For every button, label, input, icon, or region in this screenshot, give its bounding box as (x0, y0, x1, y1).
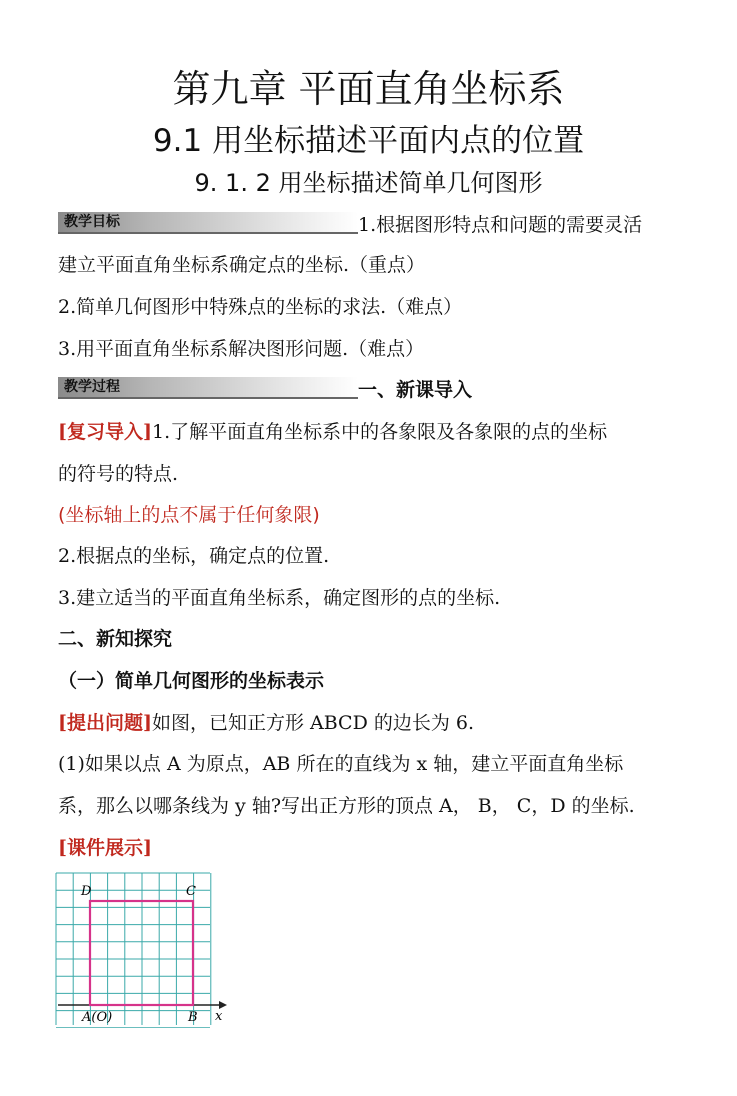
part2-heading: 二、新知探究 (58, 628, 173, 650)
show-tag: [课件展示] (58, 837, 152, 859)
question-line (58, 710, 474, 736)
review-item-3: 3.建立适当的平面直角坐标系，确定图形的点的坐标. (58, 587, 501, 609)
question-1a: (1)如果以点 A 为原点，AB 所在的直线为 x 轴，建立平面直角坐标 (58, 753, 624, 775)
intro-heading: 一、新课导入 (358, 379, 473, 401)
question-1b: 系，那么以哪条线为 y 轴?写出正方形的顶点 A， B， C，D 的坐标. (58, 795, 635, 817)
goals-badge (58, 212, 358, 234)
chapter-title: 第九章 平面直角坐标系 (172, 67, 565, 111)
subsection-title: 9. 1. 2 用坐标描述简单几何图形 (194, 169, 543, 197)
process-badge (58, 377, 358, 399)
label-c: C (186, 884, 196, 899)
review-tag: [复习导入] (58, 421, 152, 443)
review-line-2: 的符号的特点. (58, 463, 179, 485)
sub1-heading: （一）简单几何图形的坐标表示 (58, 670, 325, 692)
goal-line-1a: 1.根据图形特点和问题的需要灵活 (358, 214, 643, 236)
process-badge-label: 教学过程 (64, 379, 120, 395)
goals-badge-label: 教学目标 (64, 214, 120, 230)
square-grid-figure (55, 870, 230, 1028)
section-title: 9.1 用坐标描述平面内点的位置 (152, 123, 585, 159)
review-line-1 (58, 419, 607, 445)
question-text: 如图，已知正方形 ABCD 的边长为 6. (151, 712, 475, 734)
review-text-a: 1.了解平面直角坐标系中的各象限及各象限的点的坐标 (151, 421, 608, 443)
goal-line-3: 3.用平面直角坐标系解决图形问题.（难点） (58, 338, 425, 360)
label-b: B (188, 1010, 198, 1025)
x-axis-arrow (219, 1001, 227, 1009)
question-tag: [提出问题] (58, 712, 152, 734)
label-x: x (215, 1009, 223, 1024)
label-d: D (81, 884, 92, 899)
review-note: (坐标轴上的点不属于任何象限) (58, 504, 320, 526)
goal-line-2: 2.简单几何图形中特殊点的坐标的求法.（难点） (58, 296, 463, 318)
review-item-2: 2.根据点的坐标，确定点的位置. (58, 545, 330, 567)
label-a-origin: A(O) (82, 1010, 113, 1025)
goal-line-1b: 建立平面直角坐标系确定点的坐标.（重点） (58, 254, 426, 276)
